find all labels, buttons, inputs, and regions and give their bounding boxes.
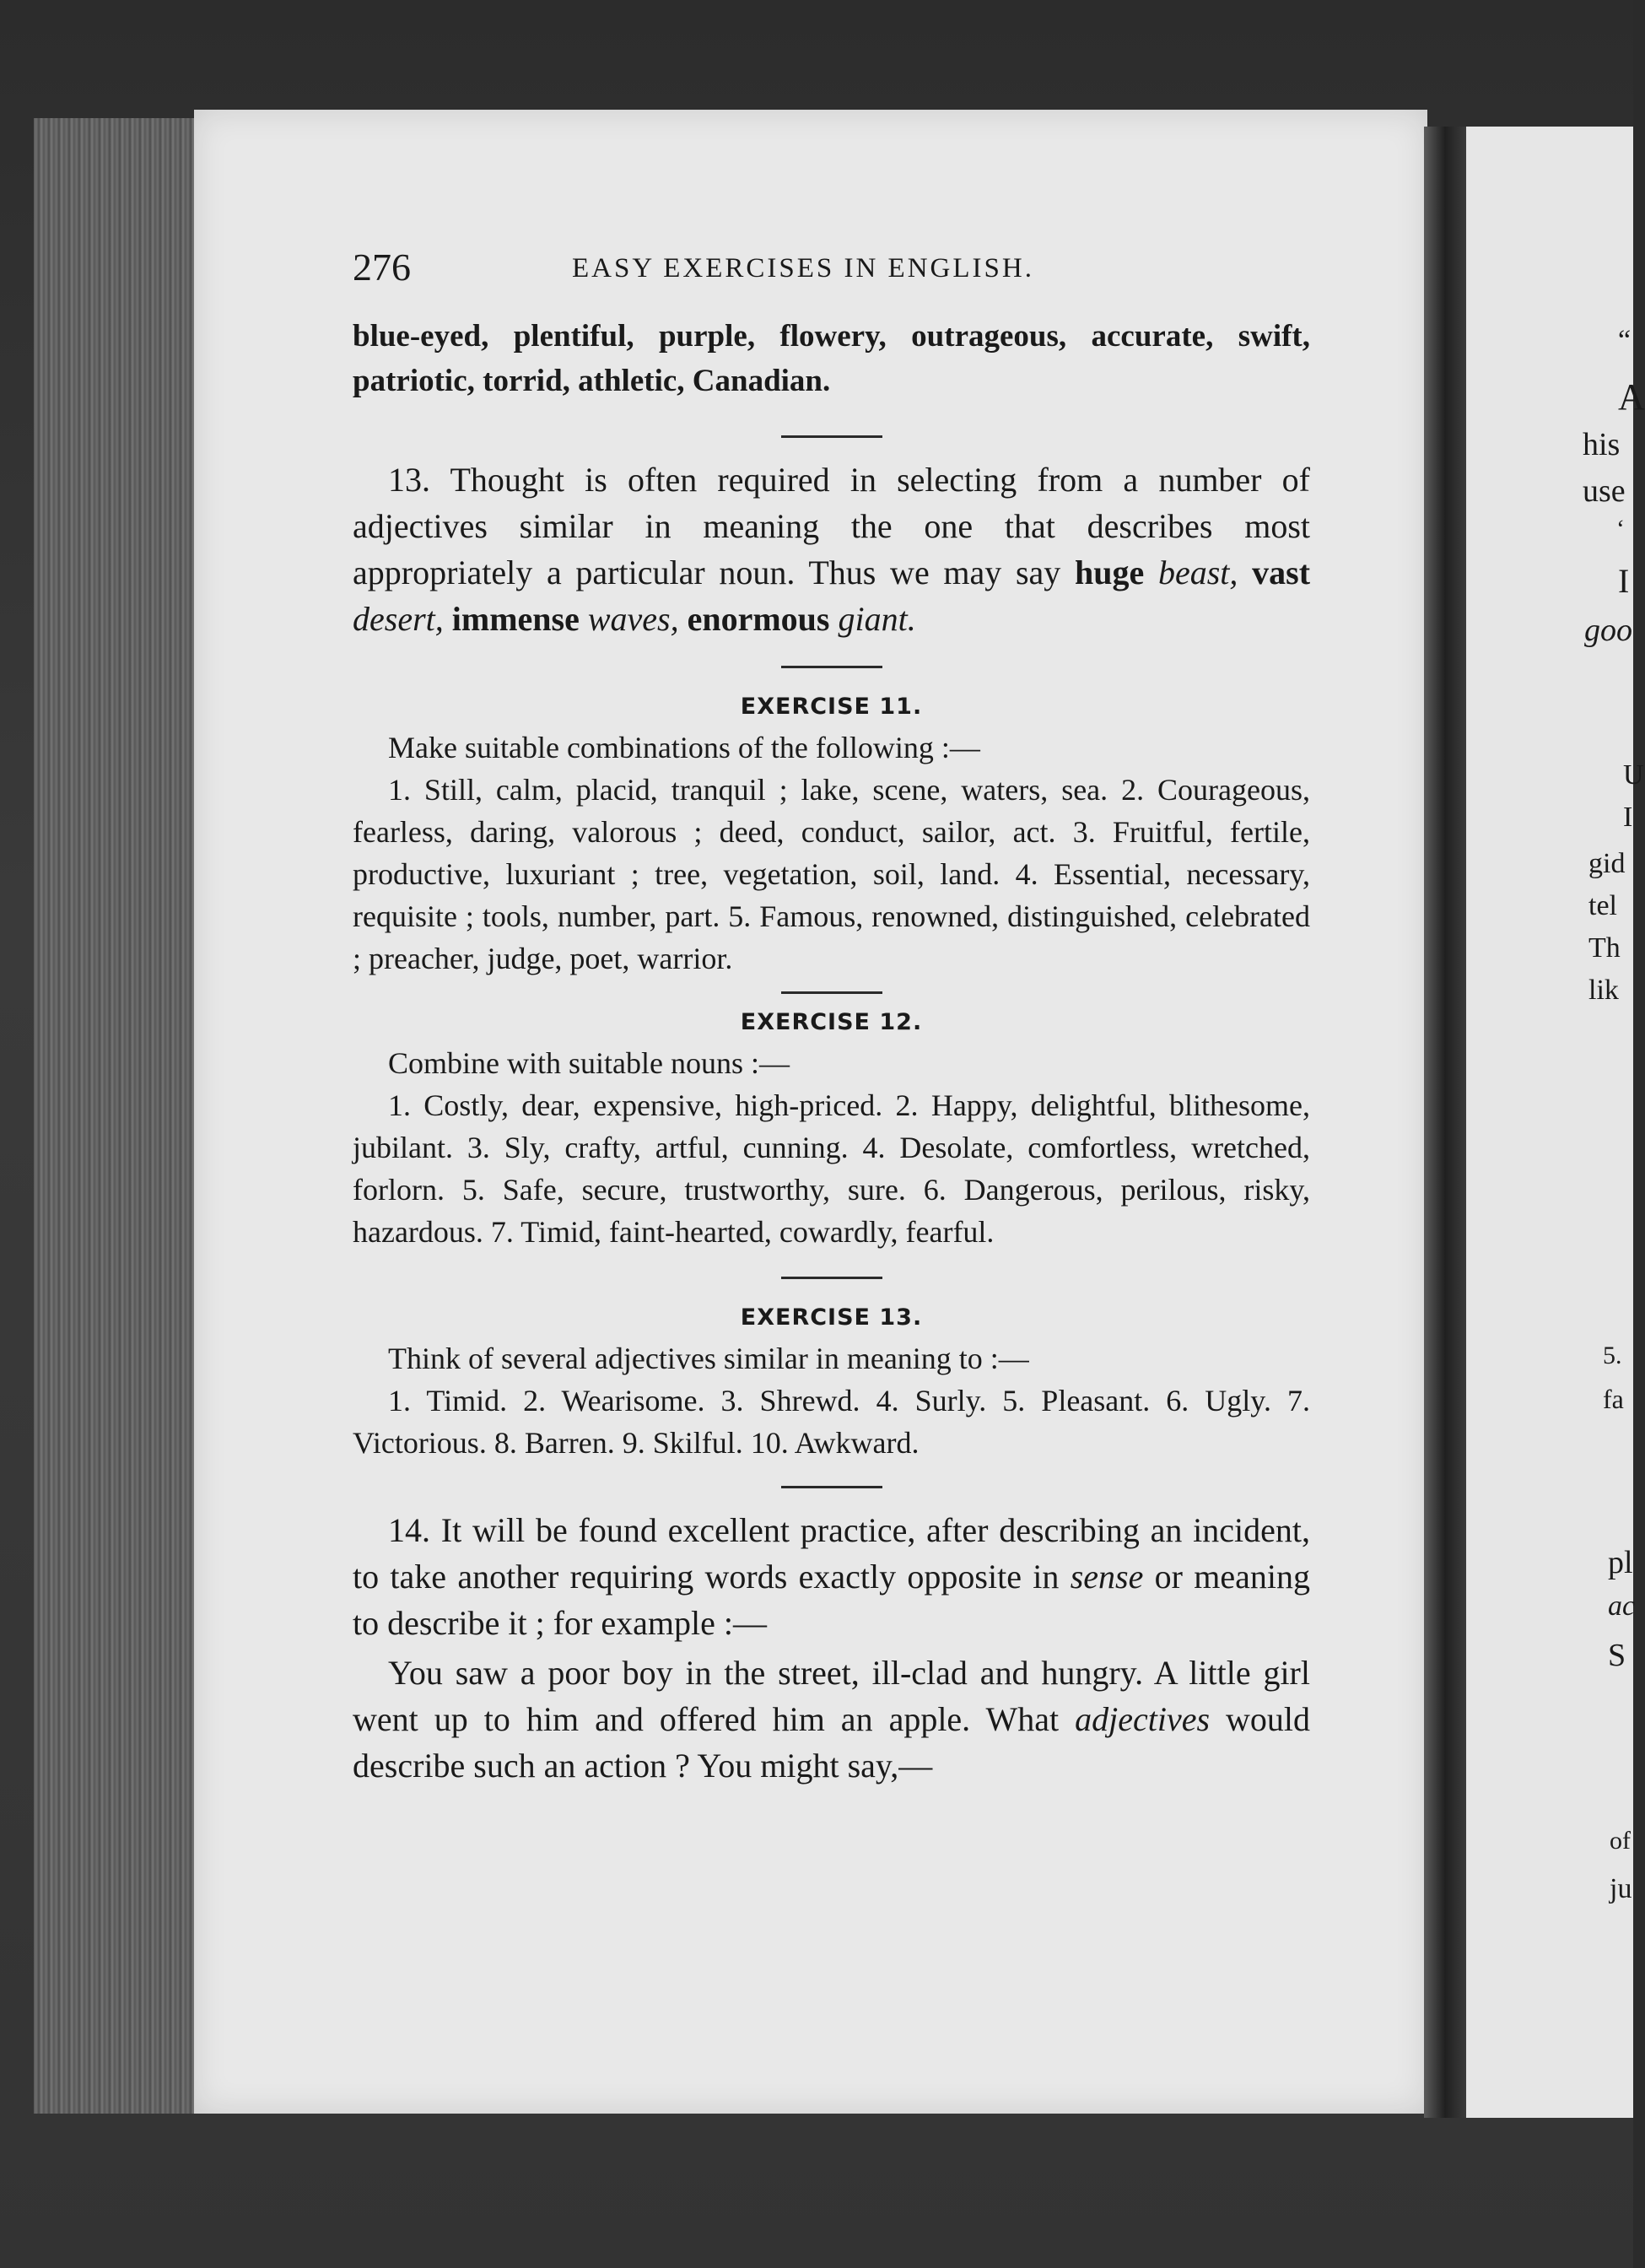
- fragment: ‘: [1616, 515, 1625, 543]
- fragment: “: [1618, 325, 1632, 356]
- example-adjective: immense: [451, 600, 580, 638]
- page-number: 276: [353, 246, 411, 289]
- example-text-end: would describe such an action ? You might say,—: [353, 1700, 1311, 1785]
- fragment: Th: [1588, 932, 1621, 964]
- fragment: I: [1623, 802, 1633, 833]
- book-page-edges: [34, 118, 203, 2114]
- example-adjective: huge: [1075, 554, 1145, 591]
- right-page-fragment: [1466, 127, 1645, 2118]
- section-14-paragraph: [353, 1507, 1310, 1646]
- fragment: ju: [1610, 1873, 1632, 1904]
- example-adjective: vast: [1252, 554, 1311, 591]
- fragment: lik: [1588, 975, 1619, 1006]
- example-noun: giant.: [838, 600, 916, 638]
- book-gutter: [1424, 127, 1466, 2118]
- example-paragraph: [353, 1650, 1310, 1789]
- exercise-13-body: 1. Timid. 2. Wearisome. 3. Shrewd. 4. Surly. 5. Pleasant. 6. Ugly. 7. Victorious. 8. Barren. 9. Skilful. 10. Awkward.: [353, 1384, 1310, 1460]
- example-adjective: enormous: [687, 600, 830, 638]
- intro-line: patriotic, torrid, athletic, Canadian.: [353, 364, 831, 398]
- fragment: tel: [1588, 890, 1617, 921]
- intro-line: blue-eyed, plentiful, purple, flowery, outrageous, accurate, swift,: [353, 319, 1310, 354]
- exercise-11-body: 1. Still, calm, placid, tranquil ; lake, scene, waters, sea. 2. Courageous, fearless, daring, valorous ; deed, conduct, sailor, act. 3. Fruitful, fertile, productive, luxuriant ; tree, vegetation, soil, land. 4. Essential, necessary, requisite ; tools, number, part. 5. Famous, renowned, distinguished, celebrated ; preacher, judge, poet, warrior.: [353, 773, 1310, 975]
- emphasis-adjectives: adjectives: [1075, 1700, 1211, 1738]
- page-content: [353, 245, 1310, 1789]
- example-noun: desert,: [353, 600, 444, 638]
- fragment: S: [1608, 1638, 1626, 1673]
- fragment: 5.: [1603, 1342, 1622, 1369]
- fragment: pl: [1608, 1545, 1633, 1580]
- fragment: goo: [1584, 613, 1632, 648]
- fragment: gid: [1588, 848, 1626, 879]
- fragment: A: [1618, 376, 1645, 418]
- exercise-11-instruction: Make suitable combinations of the following :—: [388, 731, 980, 764]
- running-head: EASY EXERCISES IN ENGLISH.: [572, 253, 1034, 284]
- exercise-12-body: 1. Costly, dear, expensive, high-priced. 2. Happy, delightful, blithesome, jubilant. 3. Sly, crafty, artful, cunning. 4. Desolate, comfortless, wretched, forlorn. 5. Safe, secure, trustworthy, sure. 6. Dangerous, perilous, risky, hazardous. 7. Timid, faint-hearted, cowardly, fearful.: [353, 1088, 1310, 1249]
- exercise-13-heading: EXERCISE 13.: [740, 1304, 923, 1331]
- exercise-12-heading: EXERCISE 12.: [740, 1009, 923, 1035]
- intro-paragraph: [353, 314, 1310, 403]
- exercise-13-instruction: Think of several adjectives similar in meaning to :—: [388, 1342, 1029, 1375]
- fragment: fa: [1603, 1384, 1624, 1414]
- example-noun: waves,: [587, 600, 679, 638]
- fragment: of: [1610, 1827, 1631, 1855]
- fragment: his: [1583, 427, 1621, 462]
- fragment: I: [1618, 562, 1630, 600]
- exercise-12-instruction: Combine with suitable nouns :—: [388, 1046, 790, 1080]
- section-13-paragraph: [353, 456, 1310, 642]
- fragment: use: [1583, 473, 1626, 509]
- section-13-text: 13. Thought is often required in selecting from a number of adjectives similar in meaning the one that describes most appropriately a particular noun. Thus we may say: [353, 461, 1310, 591]
- exercise-11-heading: EXERCISE 11.: [740, 694, 923, 720]
- section-14-text-end: or meaning to describe it ; for example :—: [353, 1558, 1310, 1642]
- fragment: ac: [1608, 1590, 1636, 1622]
- example-text: You saw a poor boy in the street, ill-clad and hungry. A little girl went up to him and offered him an apple. What: [353, 1654, 1310, 1738]
- emphasis-sense: sense: [1070, 1558, 1144, 1596]
- example-noun: beast,: [1157, 554, 1238, 591]
- section-14-text: 14. It will be found excellent practice, after describing an incident, to take another requiring words exactly opposite in: [353, 1511, 1310, 1596]
- fragment: U: [1623, 759, 1644, 791]
- page-header: [353, 245, 1310, 295]
